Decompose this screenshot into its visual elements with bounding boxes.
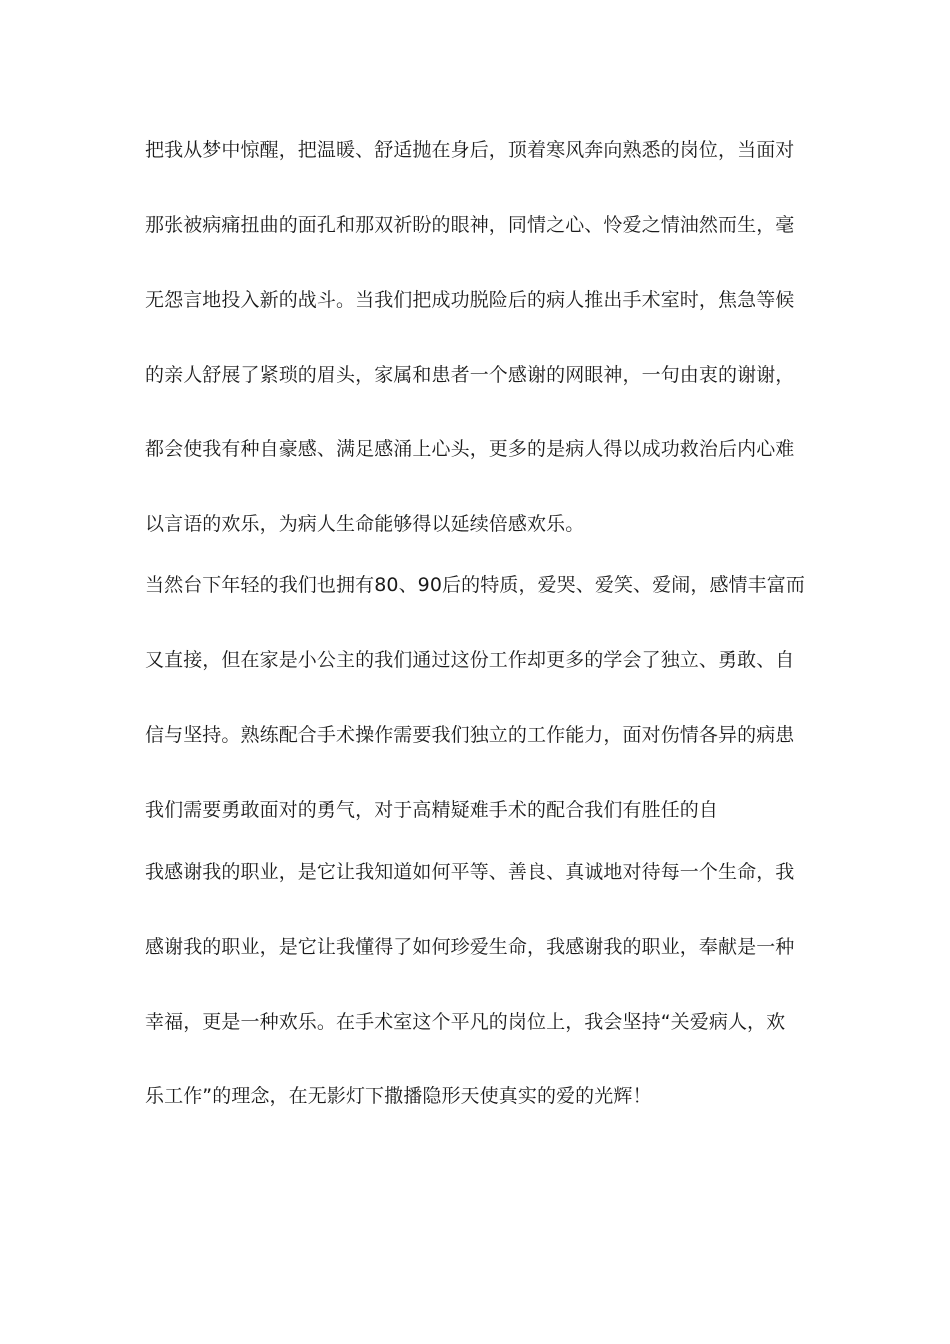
text-line: 乐工作”的理念，在无影灯下撒播隐形天使真实的爱的光辉！ (145, 1085, 652, 1107)
text-line: 都会使我有种自豪感、满足感涌上心头，更多的是病人得以成功救治后内心难 (145, 438, 795, 460)
text-line: 那张被病痛扭曲的面孔和那双祈盼的眼神，同情之心、怜爱之情油然而生，毫 (145, 214, 795, 236)
text-line: 我感谢我的职业，是它让我知道如何平等、善良、真诚地对待每一个生命，我 (145, 861, 795, 883)
text-line: 的亲人舒展了紧琐的眉头，家属和患者一个感谢的网眼神，一句由衷的谢谢， (145, 364, 795, 386)
text-line: 以言语的欢乐，为病人生命能够得以延续倍感欢乐。 (145, 513, 585, 535)
text-line: 又直接，但在家是小公主的我们通过这份工作却更多的学会了独立、勇敢、自 (145, 649, 795, 671)
text-line: 把我从梦中惊醒，把温暖、舒适抛在身后，顶着寒风奔向熟悉的岗位，当面对 (145, 139, 795, 161)
text-line: 我们需要勇敢面对的勇气，对于高精疑难手术的配合我们有胜任的自 (145, 799, 719, 821)
text-line: 幸福，更是一种欢乐。在手术室这个平凡的岗位上，我会坚持“关爱病人，欢 (145, 1011, 786, 1033)
text-line: 感谢我的职业，是它让我懂得了如何珍爱生命，我感谢我的职业，奉献是一种 (145, 936, 795, 958)
text-line: 当然台下年轻的我们也拥有80、90后的特质，爱哭、爱笑、爱闹，感情丰富而 (145, 574, 805, 596)
text-line: 无怨言地投入新的战斗。当我们把成功脱险后的病人推出手术室时，焦急等候 (145, 289, 795, 311)
text-line: 信与坚持。熟练配合手术操作需要我们独立的工作能力，面对伤情各异的病患 (145, 724, 795, 746)
